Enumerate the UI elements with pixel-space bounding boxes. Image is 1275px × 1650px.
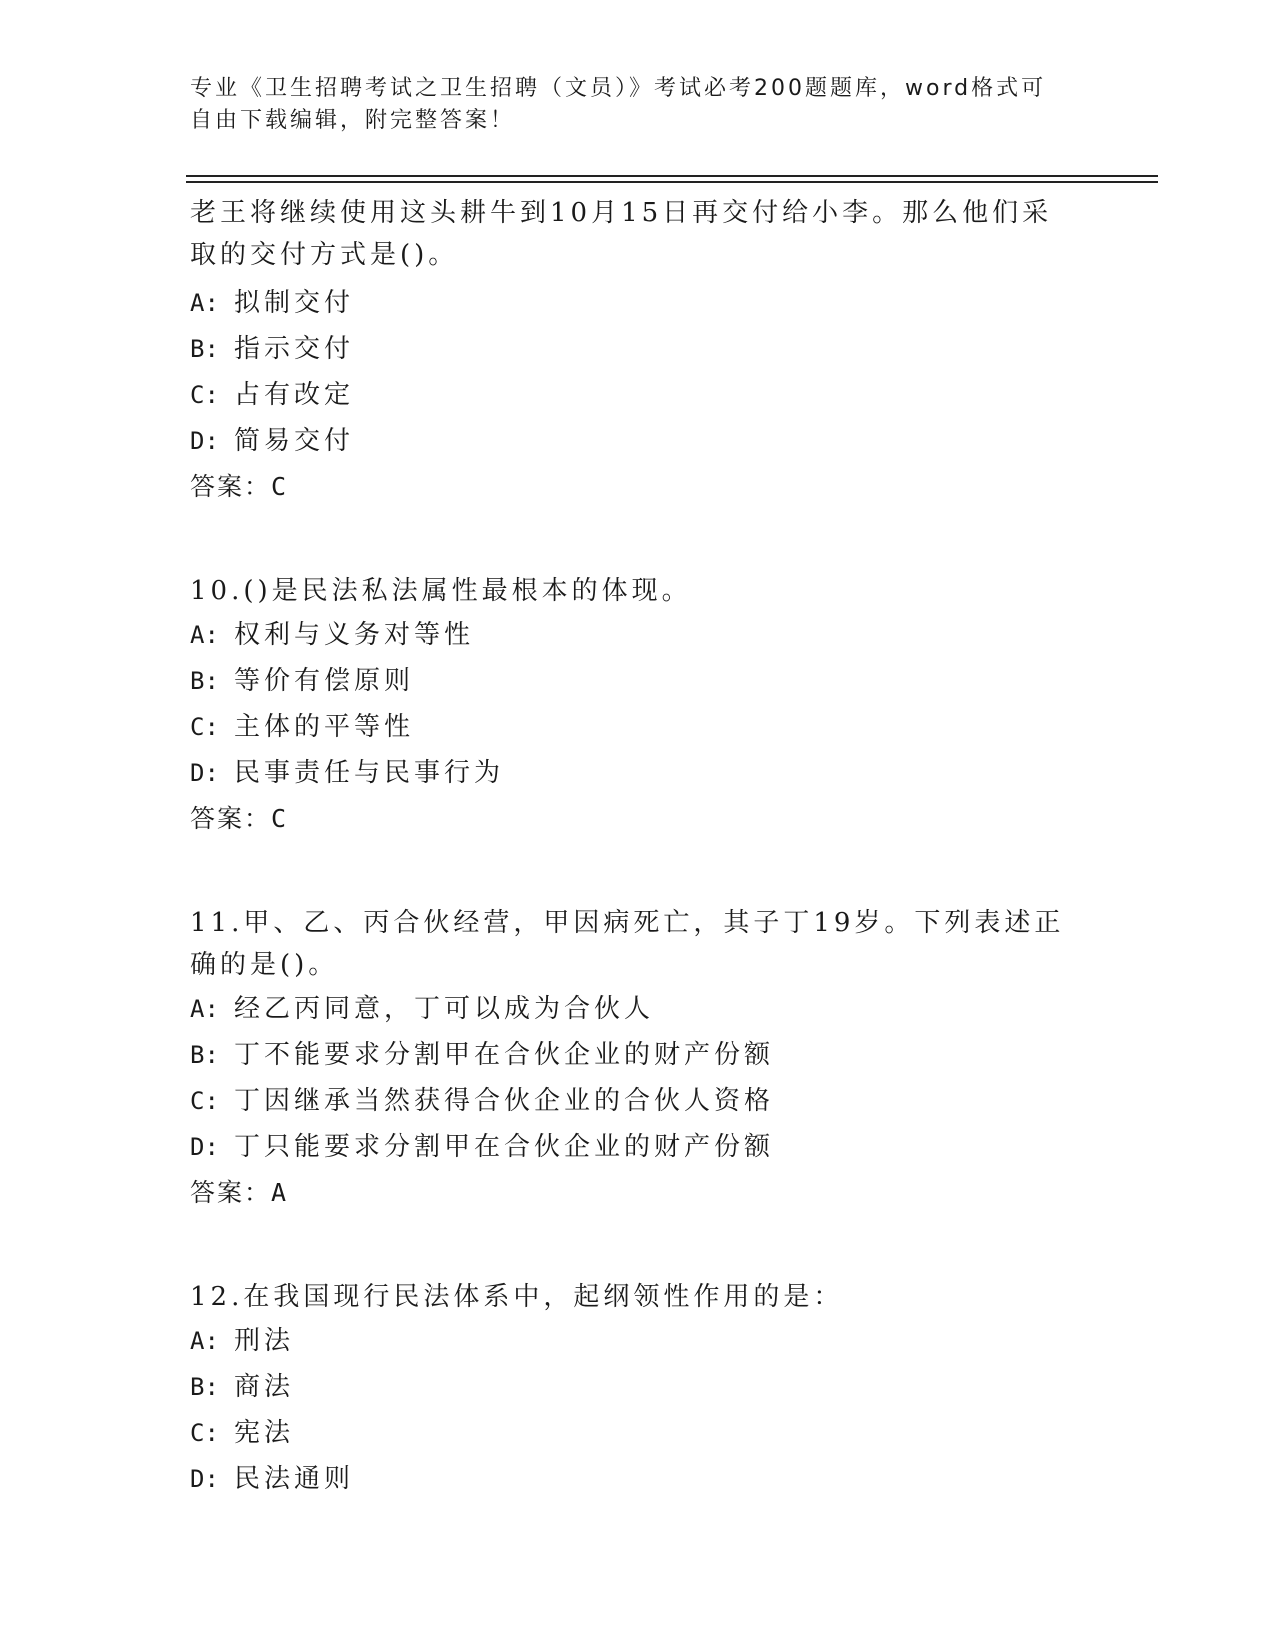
answer-line (190, 464, 1070, 510)
option-text: 权利与义务对等性 (234, 620, 475, 650)
option-text: 占有改定 (234, 380, 355, 410)
option-letter: D: (190, 427, 219, 455)
option-letter: A: (190, 995, 219, 1023)
question-item (190, 902, 1070, 1216)
option-c (190, 1410, 1070, 1456)
option-letter: A: (190, 289, 219, 317)
option-letter: B: (190, 335, 219, 363)
option-text: 刑法 (234, 1326, 295, 1356)
option-a (190, 612, 1070, 658)
option-text: 经乙丙同意，丁可以成为合伙人 (234, 994, 655, 1024)
option-a (190, 1318, 1070, 1364)
answer-label: 答案： (190, 472, 272, 501)
option-text: 宪法 (234, 1418, 295, 1448)
question-spacer (190, 1216, 1070, 1276)
option-text: 丁因继承当然获得合伙企业的合伙人资格 (234, 1086, 775, 1116)
answer-value: A (271, 1178, 287, 1207)
option-b (190, 326, 1070, 372)
option-letter: A: (190, 1327, 219, 1355)
option-a (190, 280, 1070, 326)
option-letter: C: (190, 713, 219, 741)
option-letter: C: (190, 381, 219, 409)
option-b (190, 1364, 1070, 1410)
option-letter: D: (190, 1133, 219, 1161)
option-letter: B: (190, 1041, 219, 1069)
question-stem: 11.甲、乙、丙合伙经营，甲因病死亡，其子丁19岁。下列表述正确的是()。 (190, 908, 1065, 980)
question-spacer (190, 842, 1070, 902)
question-item (190, 570, 1070, 842)
option-b (190, 1032, 1070, 1078)
answer-value: C (271, 804, 287, 833)
option-d (190, 1456, 1070, 1502)
option-letter: C: (190, 1419, 219, 1447)
option-letter: D: (190, 759, 219, 787)
option-letter: B: (190, 667, 219, 695)
option-c (190, 704, 1070, 750)
option-d (190, 750, 1070, 796)
option-letter: A: (190, 621, 219, 649)
option-text: 等价有偿原则 (234, 666, 415, 696)
question-stem: 12.在我国现行民法体系中，起纲领性作用的是： (190, 1282, 844, 1312)
answer-label: 答案： (190, 804, 272, 833)
document-header: 专业《卫生招聘考试之卫生招聘（文员）》考试必考200题题库，word格式可自由下载编辑，附完整答案！ (190, 76, 1047, 133)
option-text: 主体的平等性 (234, 712, 415, 742)
option-text: 丁只能要求分割甲在合伙企业的财产份额 (234, 1132, 775, 1162)
option-a (190, 986, 1070, 1032)
question-stem: 10.()是民法私法属性最根本的体现。 (190, 576, 692, 606)
question-list (190, 192, 1070, 1502)
option-text: 丁不能要求分割甲在合伙企业的财产份额 (234, 1040, 775, 1070)
option-letter: B: (190, 1373, 219, 1401)
option-letter: D: (190, 1465, 219, 1493)
option-letter: C: (190, 1087, 219, 1115)
header-rule-bottom (186, 181, 1158, 183)
option-c (190, 1078, 1070, 1124)
option-text: 简易交付 (234, 426, 355, 456)
question-spacer (190, 510, 1070, 570)
option-text: 商法 (234, 1372, 295, 1402)
option-text: 民法通则 (234, 1464, 355, 1494)
option-text: 民事责任与民事行为 (234, 758, 505, 788)
answer-line (190, 1170, 1070, 1216)
question-stem: 老王将继续使用这头耕牛到10月15日再交付给小李。那么他们采取的交付方式是()。 (190, 198, 1053, 270)
option-d (190, 418, 1070, 464)
answer-label: 答案： (190, 1178, 272, 1207)
answer-value: C (271, 472, 287, 501)
option-text: 拟制交付 (234, 288, 355, 318)
header-rule-top (186, 175, 1158, 177)
option-text: 指示交付 (234, 334, 355, 364)
option-d (190, 1124, 1070, 1170)
answer-line (190, 796, 1070, 842)
option-c (190, 372, 1070, 418)
option-b (190, 658, 1070, 704)
question-item (190, 192, 1070, 510)
question-item (190, 1276, 1070, 1502)
